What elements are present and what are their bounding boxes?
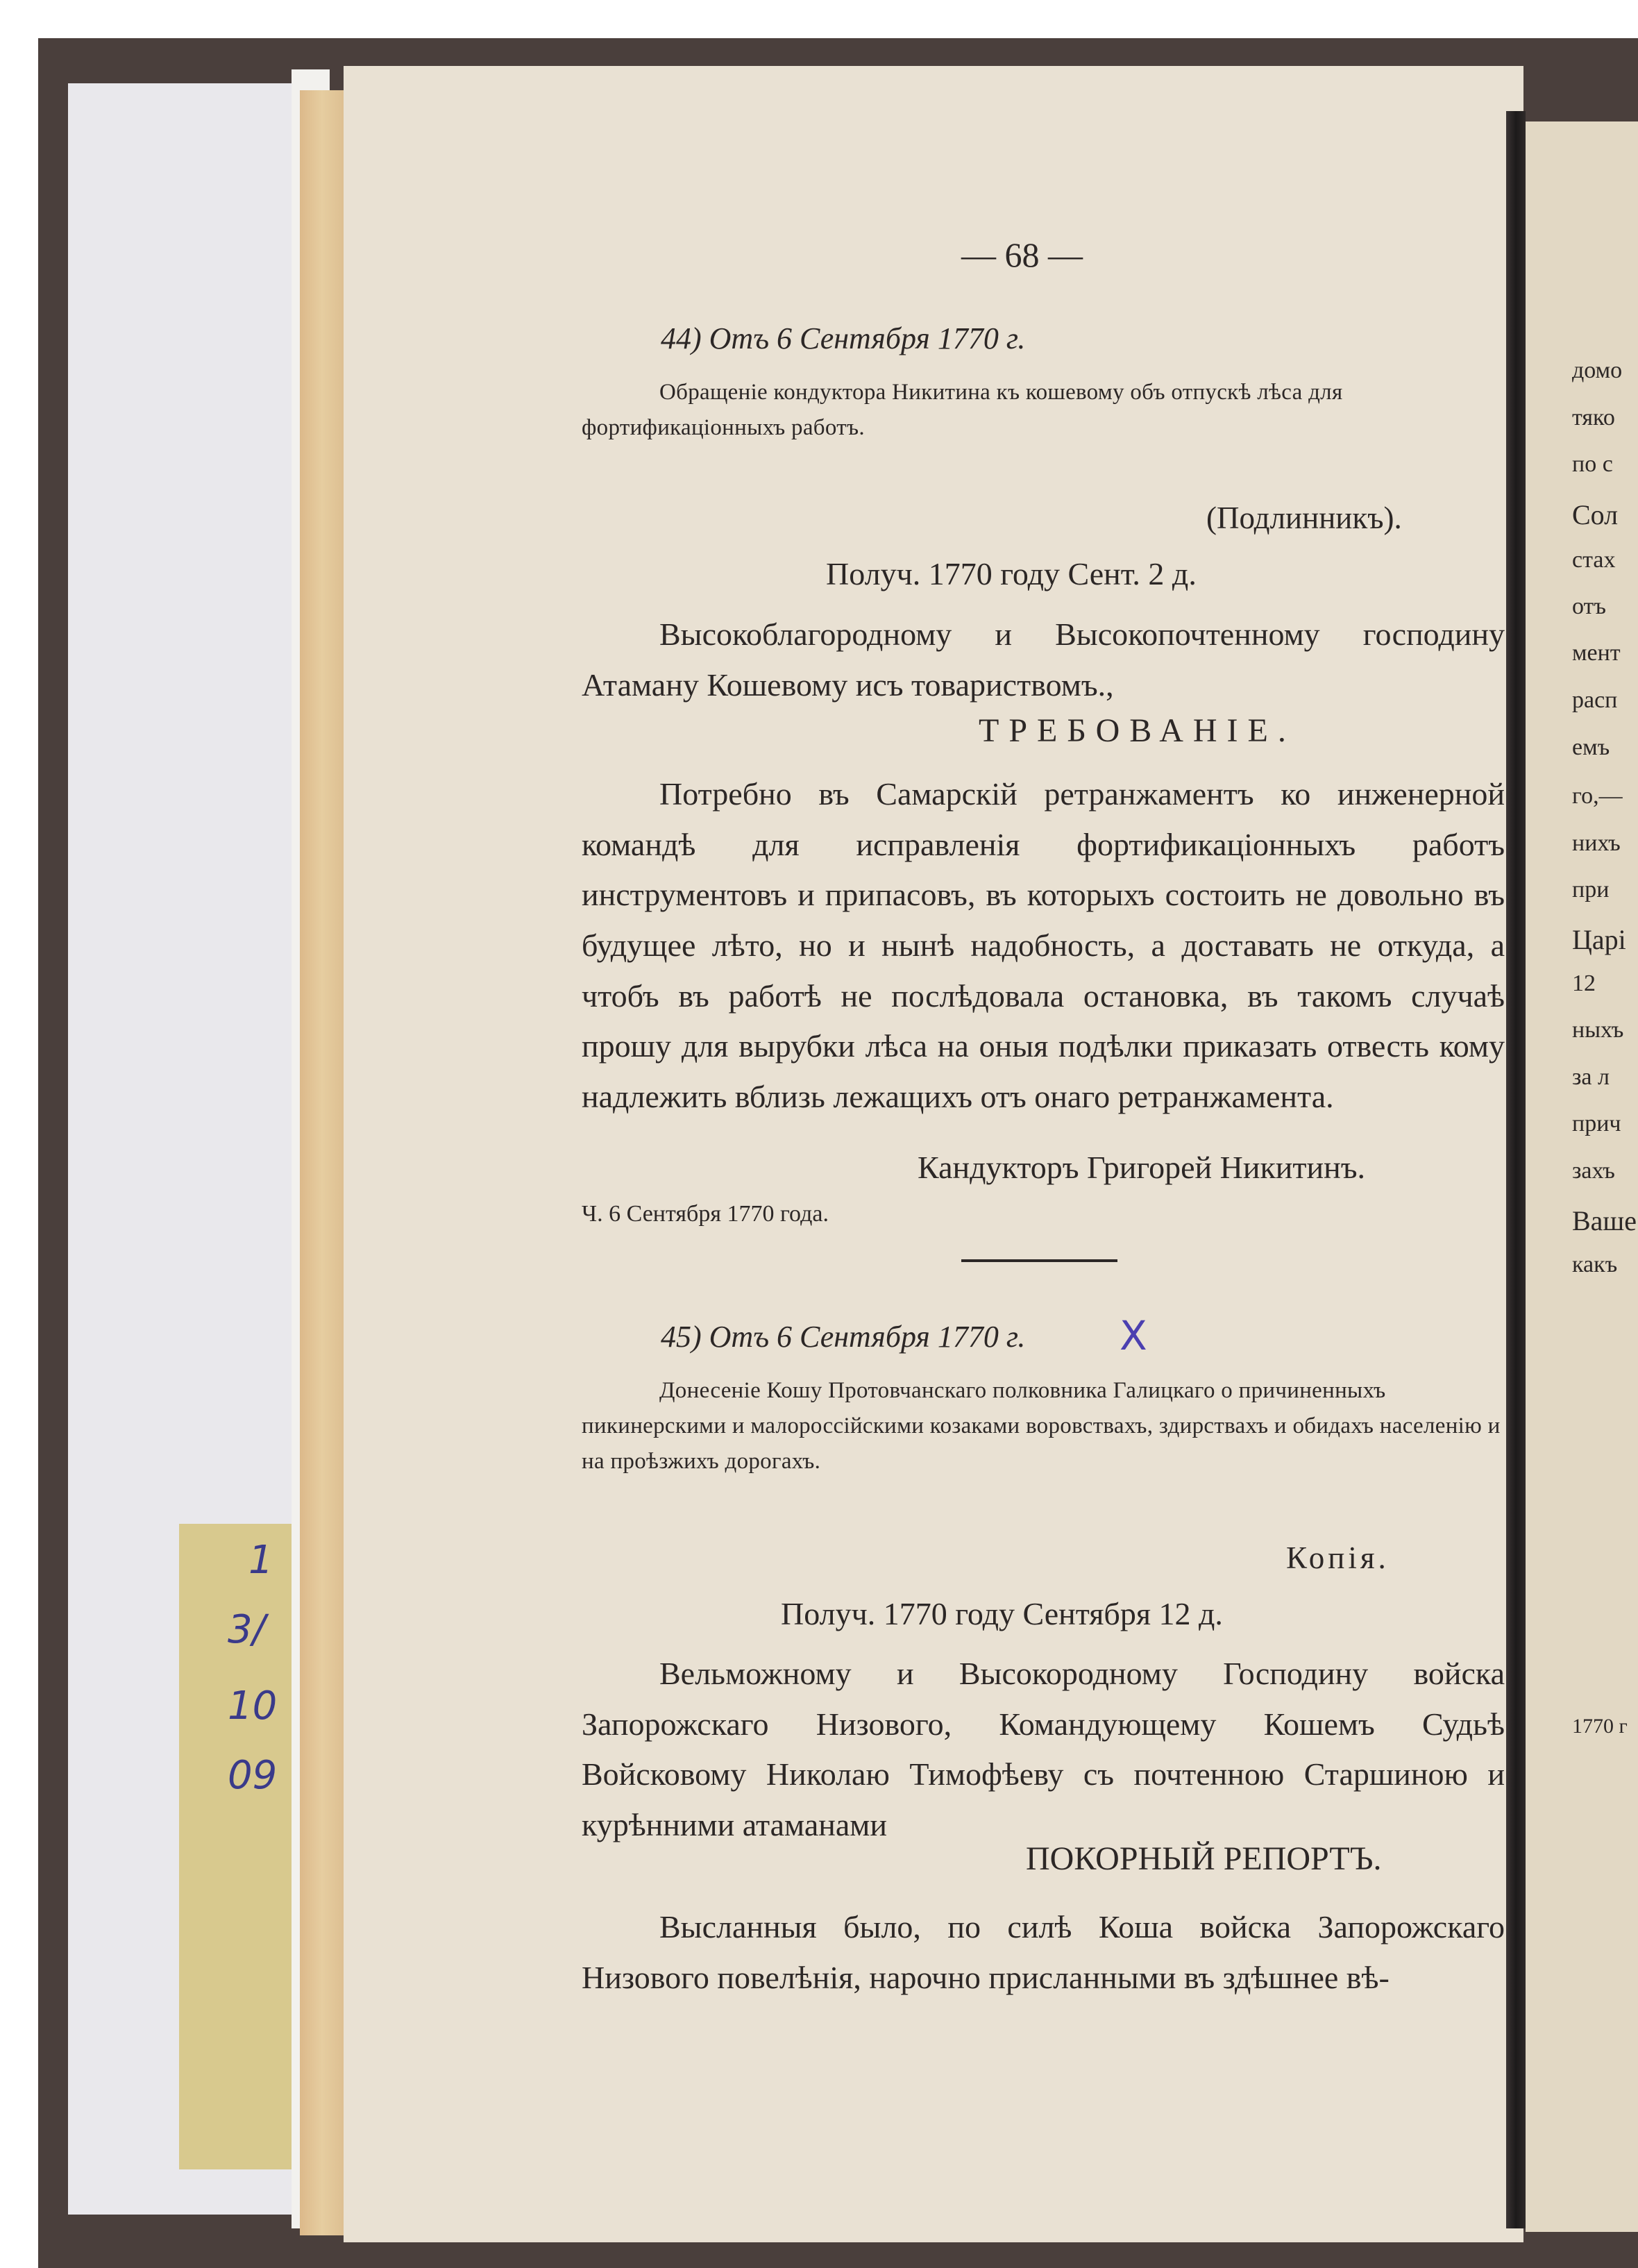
entry-44-heading: 44) Отъ 6 Сентября 1770 г. xyxy=(661,321,1026,355)
adjacent-page-word: отъ xyxy=(1572,594,1606,619)
adjacent-page-word: ныхъ xyxy=(1572,1017,1624,1043)
adjacent-page-word: при xyxy=(1572,877,1610,902)
slip-line: 10 xyxy=(228,1683,278,1729)
book-gutter xyxy=(1506,111,1526,2228)
adjacent-page-word: какъ xyxy=(1572,1252,1618,1277)
entry-44-note: (Подлинникъ). xyxy=(1206,501,1402,535)
entry-45-summary: Донесеніе Кошу Протовчанскаго полковника Галицкаго о причиненныхъ пикинерскими и малороссійскими козаками воровствахъ, здирствахъ и обидахъ населенію и на проѣзжихъ дорогахъ. xyxy=(582,1378,1501,1475)
adjacent-page-word: домо xyxy=(1572,358,1623,383)
entry-44-address: Высокоблагородному и Высокопочтенному господину Атаману Кошевому исъ товариствомъ., xyxy=(582,616,1505,703)
adjacent-page-word: захъ xyxy=(1572,1158,1615,1184)
entry-45-body xyxy=(582,1902,1505,2003)
adjacent-page-word: Ваше xyxy=(1572,1205,1637,1236)
entry-45-body-text: Высланныя было, по силѣ Коша войска Запорожскаго Низового повелѣнія, нарочно присланными въ здѣшнее вѣ- xyxy=(582,1909,1505,1995)
adjacent-page-word: емъ xyxy=(1572,734,1610,760)
adjacent-page-word: тяко xyxy=(1572,405,1615,430)
entry-44-body xyxy=(582,769,1505,1123)
entry-45-title: ПОКОРНЫЙ РЕПОРТЪ. xyxy=(1026,1840,1382,1877)
adjacent-page-word: расп xyxy=(1572,687,1618,713)
slip-line: 3/ xyxy=(228,1607,266,1652)
entry-44-signature: Кандукторъ Григорей Никитинъ. xyxy=(918,1150,1366,1185)
entry-44-body-text: Потребно въ Самарскій ретранжаментъ ко инженерной командѣ для исправленія фортификаціонныхъ работъ инструментовъ и припасовъ, въ которыхъ состоить не довольно въ будущее лѣто, но и нынѣ надобность, а доставать не откуда, а чтобъ въ работѣ не послѣдовала остановка, въ такомъ случаѣ прошу для вырубки лѣса на оныя подѣлки приказать отвесть кому надлежить вблизь лежащихъ отъ онаго ретранжамента. xyxy=(582,776,1505,1115)
adjacent-page-word: го,— xyxy=(1572,783,1623,809)
adjacent-page-word: стах xyxy=(1572,547,1616,573)
adjacent-page-word: прич xyxy=(1572,1111,1621,1136)
adjacent-page-word: 12 xyxy=(1572,971,1596,996)
entry-44-title: ТРЕБОВАНІЕ. xyxy=(979,712,1296,749)
entry-45-note: Копія. xyxy=(1286,1540,1390,1575)
adjacent-page-word: мент xyxy=(1572,640,1621,666)
adjacent-page-word: Царі xyxy=(1572,924,1626,955)
adjacent-page-word: за л xyxy=(1572,1064,1610,1090)
adjacent-page-word: по с xyxy=(1572,451,1613,477)
entry-44-received: Получ. 1770 году Сент. 2 д. xyxy=(826,556,1197,591)
slip-line: 1 xyxy=(248,1538,273,1583)
section-divider xyxy=(961,1259,1117,1262)
entry-45-heading: 45) Отъ 6 Сентября 1770 г. xyxy=(661,1320,1026,1354)
handwritten-x-mark: X xyxy=(1120,1312,1147,1359)
entry-45-received: Получ. 1770 году Сентября 12 д. xyxy=(781,1596,1223,1631)
entry-44-summary: Обращеніе кондуктора Никитина къ кошевому объ отпускѣ лѣса для фортификаціонныхъ работъ. xyxy=(582,380,1343,441)
entry-45-address: Вельможному и Высокородному Господину войска Запорожскаго Низового, Командующему Кошемъ Судьѣ Войсковому Николаю Тимофѣеву съ почтенною Старшиною и курѣнними атаманами xyxy=(582,1656,1505,1843)
slip-line: 09 xyxy=(228,1753,278,1798)
call-number-slip xyxy=(179,1524,297,2169)
page-number: — 68 — xyxy=(961,235,1083,274)
entry-44-date: Ч. 6 Сентября 1770 года. xyxy=(582,1201,829,1227)
adjacent-page-word: нихъ xyxy=(1572,830,1621,856)
adjacent-page-word: 1770 г xyxy=(1572,1715,1628,1738)
adjacent-page-word: Сол xyxy=(1572,499,1619,530)
